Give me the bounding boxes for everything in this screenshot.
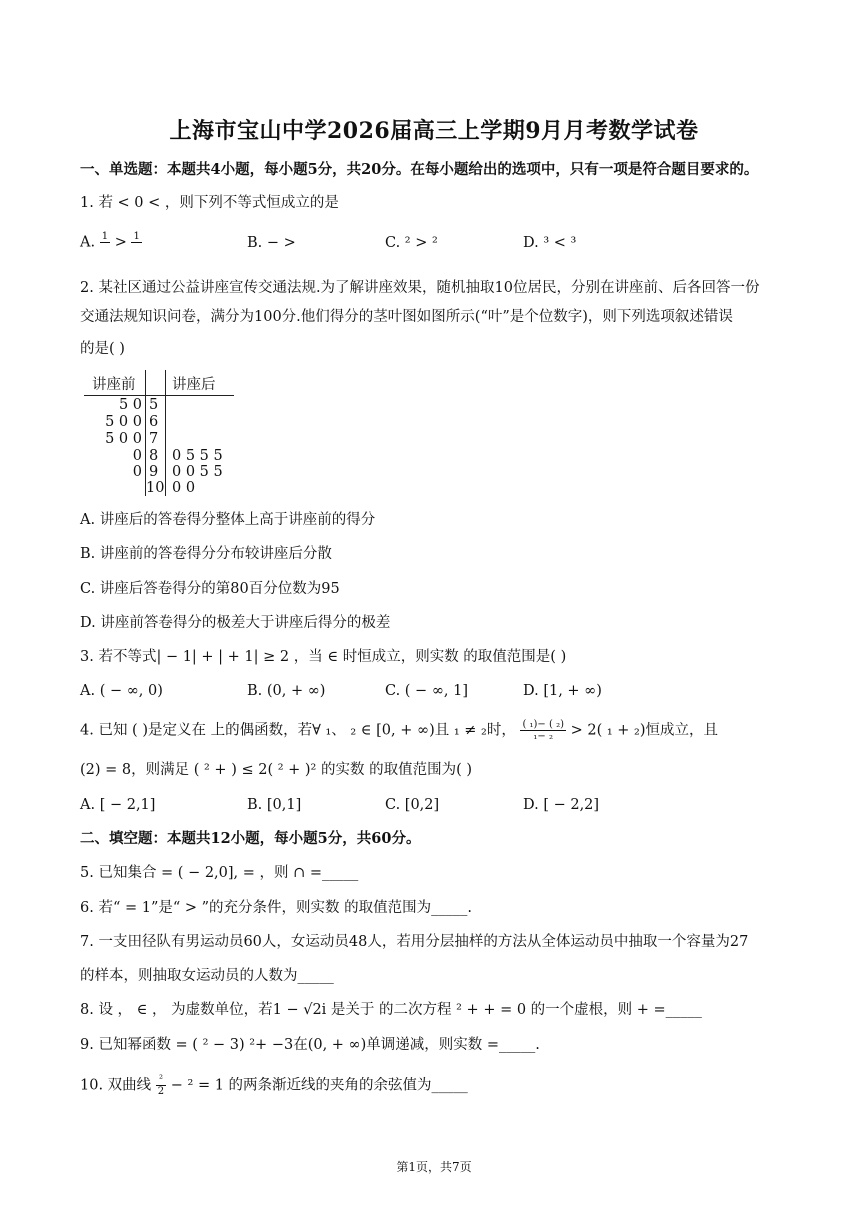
plot-leaf-before: 5 0 0 bbox=[105, 414, 142, 430]
q3-stem: 3. 若不等式| − 1| + | + 1| ≥ 2 ，当 ∈ 时恒成立，则实数 的取值范围是( ) bbox=[80, 649, 567, 665]
q2-line1: 2. 某社区通过公益讲座宣传交通法规.为了解讲座效果，随机抽取10位居民，分别在讲座前、后各回答一份 bbox=[80, 280, 760, 296]
q3-option-c: C. ( − ∞, 1] bbox=[385, 683, 468, 699]
section2-heading: 二、填空题：本题共12小题，每小题5分，共60分。 bbox=[80, 830, 421, 847]
q1-stem: 1. 若 < 0 < ，则下列不等式恒成立的是 bbox=[80, 195, 339, 211]
q7-line1: 7. 一支田径队有男运动员60人，女运动员48人，若用分层抽样的方法从全体运动员中抽取一个容量为27 bbox=[80, 934, 749, 950]
q8: 8. 设 ， ∈ ， 为虚数单位，若1 − √2i 是关于 的二次方程 ² + + = 0 的一个虚根，则 + =_____ bbox=[80, 1002, 702, 1018]
q1-frac2-den bbox=[131, 243, 141, 254]
plot-stem: 7 bbox=[149, 431, 159, 447]
q1-frac2-num: 1 bbox=[133, 231, 140, 242]
q6: 6. 若“ = 1”是“ > ”的充分条件，则实数 的取值范围为_____. bbox=[80, 900, 473, 916]
plot-stem: 9 bbox=[149, 464, 159, 480]
q1-option-a-gt: > bbox=[114, 234, 132, 251]
q2-line3: 的是( ) bbox=[80, 341, 125, 357]
q10 bbox=[80, 1074, 468, 1097]
q2-line2: 交通法规知识问卷，满分为100分.他们得分的茎叶图如图所示(“叶”是个位数字)，则下列选项叙述错误 bbox=[80, 309, 733, 325]
q4-line2: (2) = 8，则满足 ( ² + ) ≤ 2( ² + )² 的实数 的取值范围为( ) bbox=[80, 762, 472, 778]
q4-line1-start: 4. 已知 ( )是定义在 上的偶函数，若∀ ₁、 ₂ ∈ [0, + ∞)且 ₁ ≠ ₂时， bbox=[80, 722, 516, 739]
q4-option-a: A. [ − 2,1] bbox=[80, 797, 156, 813]
q2-option-c: C. 讲座后答卷得分的第80百分位数为95 bbox=[80, 581, 340, 597]
q1-option-b: B. − > bbox=[247, 235, 296, 251]
plot-stem: 6 bbox=[149, 414, 159, 430]
q1-option-a-frac1 bbox=[100, 231, 110, 254]
q10-rest: − ² = 1 的两条渐近线的夹角的余弦值为_____ bbox=[170, 1077, 468, 1094]
q1-frac1-num: 1 bbox=[101, 231, 109, 242]
q2-option-a: A. 讲座后的答卷得分整体上高于讲座前的得分 bbox=[80, 512, 376, 528]
q4-option-c: C. [0,2] bbox=[385, 797, 440, 813]
q9: 9. 已知幂函数 = ( ² − 3) ²+ −3在(0, + ∞)单调递减，则实数 =_____. bbox=[80, 1037, 540, 1053]
q4-option-d: D. [ − 2,2] bbox=[523, 797, 600, 813]
page-title: 上海市宝山中学2026届高三上学期9月月考数学试卷 bbox=[169, 118, 699, 144]
plot-header-divider bbox=[84, 395, 234, 396]
plot-leaf-after: 0 5 5 5 bbox=[172, 448, 223, 464]
q1-option-c: C. ² > ² bbox=[385, 235, 438, 251]
q10-fraction-den: 2 bbox=[157, 1086, 165, 1097]
plot-stem: 5 bbox=[149, 397, 159, 413]
q1-option-a bbox=[80, 231, 142, 254]
q1-option-a-prefix: A. bbox=[80, 234, 100, 251]
q3-option-a: A. ( − ∞, 0) bbox=[80, 683, 163, 699]
q1-option-a-frac2 bbox=[131, 231, 141, 254]
q1-frac1-den bbox=[100, 243, 110, 254]
plot-right-divider bbox=[165, 370, 166, 496]
q1-option-d: D. ³ < ³ bbox=[523, 235, 577, 251]
q2-option-d: D. 讲座前答卷得分的极差大于讲座后得分的极差 bbox=[80, 615, 391, 631]
q10-fraction-num: ² bbox=[156, 1074, 166, 1086]
plot-stem: 10 bbox=[146, 480, 165, 496]
q4-fraction-den: ₁− ₂ bbox=[533, 731, 553, 742]
page-footer: 第1页，共7页 bbox=[396, 1160, 472, 1174]
plot-leaf-before: 5 0 bbox=[118, 397, 142, 413]
plot-stem: 8 bbox=[149, 448, 159, 464]
q10-prefix: 10. 双曲线 bbox=[80, 1077, 152, 1094]
q2-option-b: B. 讲座前的答卷得分分布较讲座后分散 bbox=[80, 546, 332, 562]
plot-leaf-after: 0 0 5 5 bbox=[172, 464, 223, 480]
q4-line1 bbox=[80, 719, 718, 742]
q4-fraction bbox=[520, 719, 566, 742]
section1-heading: 一、单选题：本题共4小题，每小题5分，共20分。在每小题给出的选项中，只有一项是符合题目要求的。 bbox=[80, 161, 759, 178]
plot-header-after: 讲座后 bbox=[172, 377, 216, 393]
plot-header-before: 讲座前 bbox=[92, 377, 136, 393]
plot-leaf-after: 0 0 bbox=[172, 480, 196, 496]
q4-line1-end: > 2( ₁ + ₂)恒成立，且 bbox=[570, 722, 718, 739]
q7-line2: 的样本，则抽取女运动员的人数为_____ bbox=[80, 968, 334, 984]
q3-option-d: D. [1, + ∞) bbox=[523, 683, 602, 699]
q10-fraction bbox=[156, 1074, 166, 1097]
plot-leaf-before: 0 bbox=[132, 464, 142, 480]
q3-option-b: B. (0, + ∞) bbox=[247, 683, 326, 699]
q4-fraction-num: ( ₁)− ( ₂) bbox=[522, 719, 564, 730]
q4-option-b: B. [0,1] bbox=[247, 797, 302, 813]
plot-left-divider bbox=[145, 370, 146, 496]
q5: 5. 已知集合 = ( − 2,0], = ，则 ∩ =_____ bbox=[80, 865, 359, 881]
plot-leaf-before: 0 bbox=[132, 448, 142, 464]
plot-leaf-before: 5 0 0 bbox=[105, 431, 142, 447]
